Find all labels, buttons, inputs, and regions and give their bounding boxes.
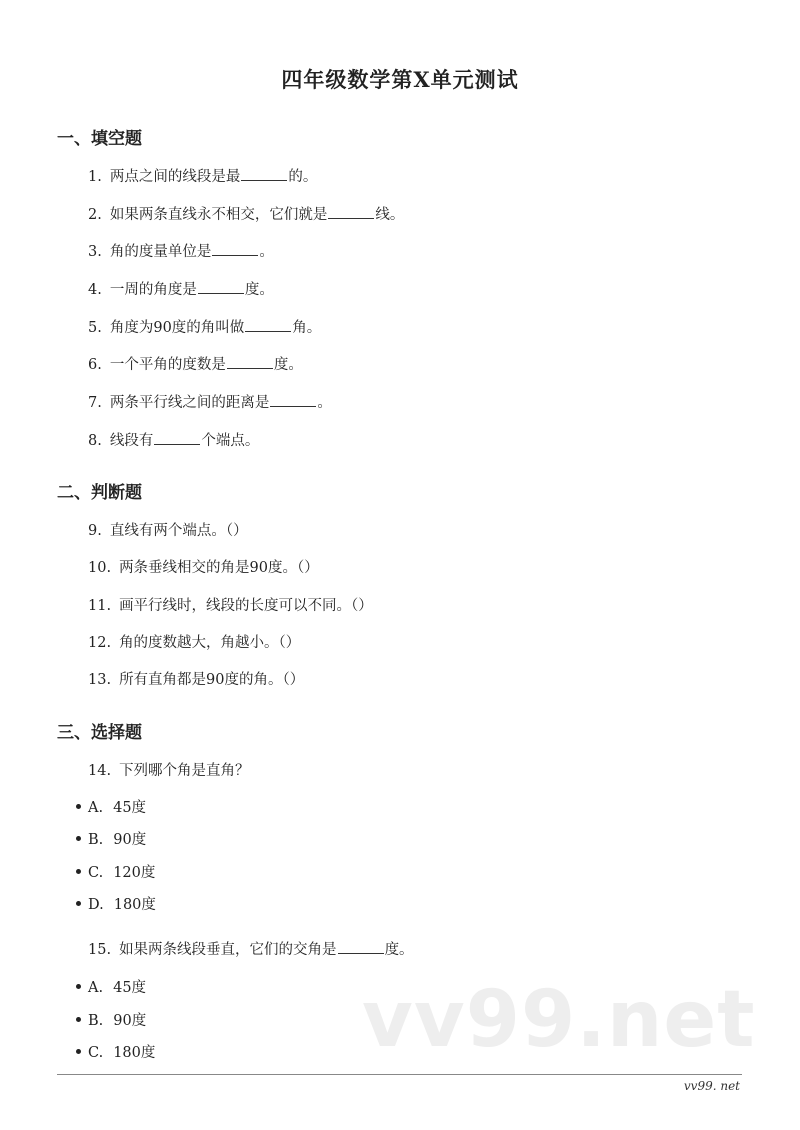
- option-14-c[interactable]: [76, 861, 155, 882]
- question-text: 两条垂线相交的角是90度。（）: [119, 560, 319, 576]
- answer-blank[interactable]: [212, 243, 258, 256]
- option-text: 45度: [113, 800, 147, 816]
- question-12: [88, 631, 300, 652]
- question-text: 角度为90度的角叫做: [109, 320, 245, 336]
- question-9: [88, 519, 248, 540]
- option-text: 90度: [113, 832, 147, 848]
- option-text: 180度: [113, 1045, 156, 1061]
- option-14-b[interactable]: [76, 828, 146, 849]
- question-text: 如果两条直线永不相交，它们就是: [109, 207, 328, 223]
- question-number: 12.: [88, 635, 112, 651]
- question-number: 9.: [88, 523, 102, 539]
- watermark: vv99.net: [362, 975, 756, 1065]
- option-letter: D.: [88, 897, 104, 913]
- option-text: 45度: [113, 980, 147, 996]
- question-number: 3.: [88, 244, 102, 260]
- question-15: [88, 938, 414, 959]
- bullet-icon: [76, 836, 81, 841]
- option-14-a[interactable]: [76, 796, 146, 817]
- question-text-end: 。: [259, 244, 274, 260]
- question-13: [88, 668, 304, 689]
- question-text-end: 的。: [288, 169, 318, 185]
- question-text: 角的度数越大，角越小。（）: [119, 635, 301, 651]
- question-5: [88, 316, 321, 337]
- option-text: 90度: [113, 1013, 147, 1029]
- page-title: 四年级数学第X单元测试: [281, 67, 519, 92]
- option-15-c[interactable]: [76, 1041, 155, 1062]
- question-text-end: 线。: [375, 207, 405, 223]
- answer-blank[interactable]: [338, 941, 384, 954]
- option-15-a[interactable]: [76, 976, 146, 997]
- option-letter: B.: [88, 832, 104, 848]
- question-number: 13.: [88, 672, 112, 688]
- bullet-icon: [76, 804, 81, 809]
- answer-blank[interactable]: [328, 206, 374, 219]
- question-number: 5.: [88, 320, 102, 336]
- question-text-end: 度。: [273, 357, 303, 373]
- answer-blank[interactable]: [245, 319, 291, 332]
- bullet-icon: [76, 1017, 81, 1022]
- question-text-end: 度。: [384, 942, 414, 958]
- question-number: 8.: [88, 433, 102, 449]
- question-number: 10.: [88, 560, 112, 576]
- question-6: [88, 353, 303, 374]
- question-10: [88, 556, 319, 577]
- question-2: [88, 203, 404, 224]
- question-text: 如果两条线段垂直，它们的交角是: [119, 942, 337, 958]
- question-text: 一周的角度是: [109, 282, 197, 298]
- question-text: 一个平角的度数是: [109, 357, 226, 373]
- question-4: [88, 278, 274, 299]
- answer-blank[interactable]: [241, 168, 287, 181]
- question-text: 所有直角都是90度的角。（）: [119, 672, 305, 688]
- footer-site: vv99. net: [683, 1079, 740, 1093]
- bullet-icon: [76, 901, 81, 906]
- question-8: [88, 429, 259, 450]
- question-number: 1.: [88, 169, 102, 185]
- option-15-b[interactable]: [76, 1009, 146, 1030]
- question-text: 下列哪个角是直角？: [119, 763, 250, 779]
- section-heading-judge: 二、判断题: [57, 483, 142, 503]
- question-text: 画平行线时，线段的长度可以不同。（）: [119, 598, 373, 614]
- question-7: [88, 391, 332, 412]
- footer-divider: [57, 1074, 742, 1075]
- question-text: 两点之间的线段是最: [109, 169, 241, 185]
- question-text-end: 。: [317, 395, 332, 411]
- question-11: [88, 594, 373, 615]
- bullet-icon: [76, 1049, 81, 1054]
- answer-blank[interactable]: [270, 394, 316, 407]
- question-14: [88, 759, 250, 780]
- question-text-end: 角。: [292, 320, 322, 336]
- question-number: 6.: [88, 357, 102, 373]
- option-14-d[interactable]: [76, 893, 156, 914]
- question-text: 两条平行线之间的距离是: [109, 395, 270, 411]
- option-text: 120度: [113, 865, 156, 881]
- question-3: [88, 240, 274, 261]
- question-text: 线段有: [109, 433, 154, 449]
- question-number: 11.: [88, 598, 112, 614]
- question-text: 直线有两个端点。（）: [109, 523, 248, 539]
- answer-blank[interactable]: [154, 432, 200, 445]
- question-number: 15.: [88, 942, 112, 958]
- section-heading-fill: 一、填空题: [57, 129, 142, 149]
- option-text: 180度: [113, 897, 156, 913]
- question-number: 14.: [88, 763, 112, 779]
- question-text-end: 度。: [244, 282, 274, 298]
- question-number: 2.: [88, 207, 102, 223]
- option-letter: C.: [88, 1045, 104, 1061]
- bullet-icon: [76, 984, 81, 989]
- answer-blank[interactable]: [227, 356, 273, 369]
- answer-blank[interactable]: [198, 281, 244, 294]
- question-text-end: 个端点。: [201, 433, 260, 449]
- section-heading-choice: 三、选择题: [57, 723, 142, 743]
- option-letter: A.: [88, 980, 104, 996]
- question-number: 7.: [88, 395, 102, 411]
- option-letter: B.: [88, 1013, 104, 1029]
- option-letter: C.: [88, 865, 104, 881]
- option-letter: A.: [88, 800, 104, 816]
- bullet-icon: [76, 869, 81, 874]
- question-number: 4.: [88, 282, 102, 298]
- question-text: 角的度量单位是: [109, 244, 212, 260]
- question-1: [88, 165, 317, 186]
